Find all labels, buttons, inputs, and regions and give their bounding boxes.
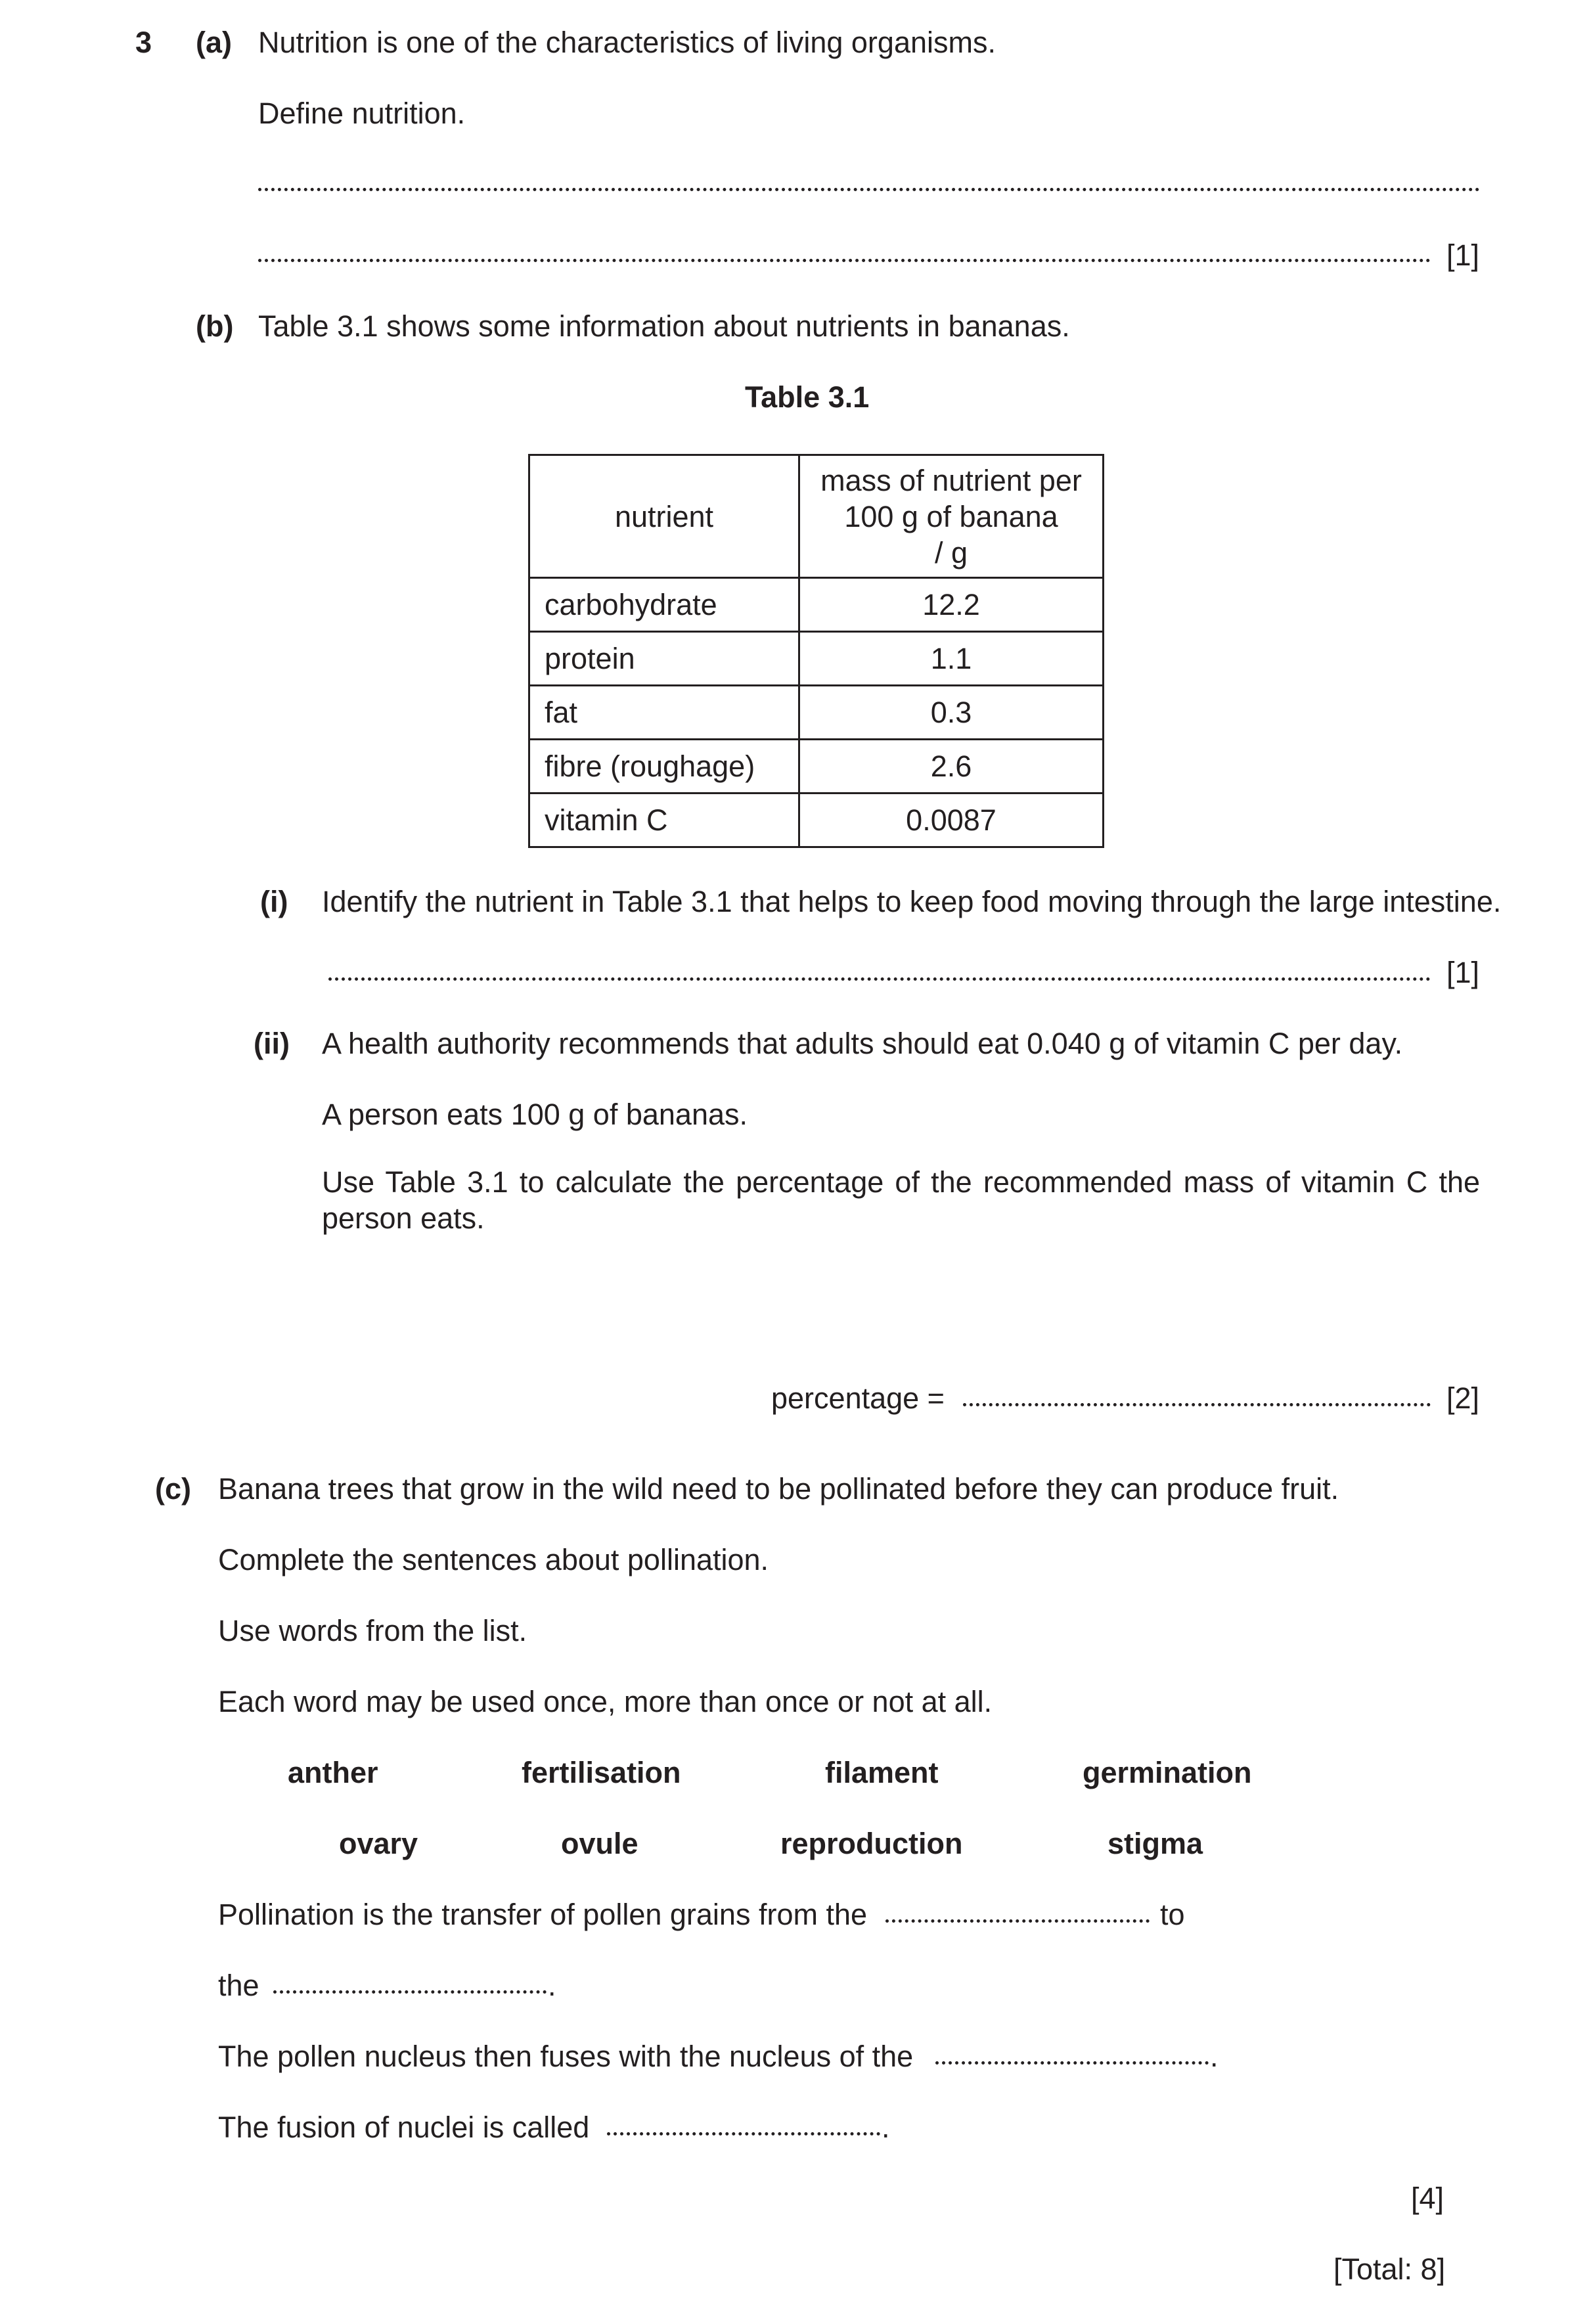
table-cell-mass: 2.6 [799, 740, 1104, 793]
table-title: Table 3.1 [745, 380, 870, 414]
part-b-label: (b) [196, 309, 234, 343]
word-filament: filament [825, 1756, 939, 1789]
blank-2[interactable] [273, 1990, 547, 1994]
full-stop-3: . [882, 2111, 890, 2144]
part-b-intro: Table 3.1 shows some information about nutrients in bananas. [258, 309, 1070, 343]
word-fertilisation: fertilisation [522, 1756, 681, 1789]
blank-4[interactable] [607, 2132, 880, 2135]
question-number: 3 [135, 26, 152, 59]
percentage-label: percentage = [771, 1381, 945, 1415]
sentence1-mid: to [1160, 1898, 1185, 1931]
full-stop-1: . [548, 1969, 556, 2002]
sub-i-text: Identify the nutrient in Table 3.1 that helps to keep food moving through the large intestine. [322, 885, 1502, 918]
word-ovule: ovule [561, 1827, 638, 1860]
sub-ii-text1: A health authority recommends that adults should eat 0.040 g of vitamin C per day. [322, 1027, 1403, 1060]
table-header-row [529, 455, 1104, 578]
table-cell-nutrient: fibre (roughage) [529, 740, 799, 793]
table-cell-mass: 1.1 [799, 632, 1104, 686]
part-c-instruction3: Each word may be used once, more than once or not at all. [218, 1685, 993, 1718]
part-a-answer-line-1[interactable] [258, 188, 1480, 191]
total-marks: [Total: 8] [1333, 2252, 1446, 2286]
sub-ii-label: (ii) [254, 1027, 290, 1060]
full-stop-2: . [1210, 2040, 1219, 2073]
sub-i-answer-line[interactable] [328, 977, 1431, 981]
part-a-label: (a) [196, 26, 232, 59]
sentence3: The fusion of nuclei is called [218, 2111, 590, 2144]
table-row [529, 793, 1104, 847]
table-row [529, 740, 1104, 793]
table-row [529, 686, 1104, 740]
word-reproduction: reproduction [780, 1827, 963, 1860]
header-mass [799, 455, 1104, 578]
sub-ii-text3: Use Table 3.1 to calculate the percentage of the recommended mass of vitamin C the person eats. [322, 1165, 1480, 1235]
sentence1-start: Pollination is the transfer of pollen grains from the [218, 1898, 868, 1931]
sub-ii-marks: [2] [1446, 1381, 1480, 1415]
blank-3[interactable] [935, 2061, 1209, 2065]
word-anther: anther [288, 1756, 378, 1789]
sentence1-cont: the [218, 1969, 259, 2002]
table-cell-nutrient: vitamin C [529, 793, 799, 847]
table-cell-mass: 12.2 [799, 578, 1104, 632]
sentence2: The pollen nucleus then fuses with the nucleus of the [218, 2040, 914, 2073]
header-mass-line1: mass of nutrient per [820, 463, 1082, 497]
word-ovary: ovary [339, 1827, 418, 1860]
table-cell-nutrient: protein [529, 632, 799, 686]
sub-ii-text2: A person eats 100 g of bananas. [322, 1098, 748, 1131]
part-c-intro: Banana trees that grow in the wild need to be pollinated before they can produce fruit. [218, 1472, 1339, 1506]
table-row [529, 578, 1104, 632]
table-cell-nutrient: fat [529, 686, 799, 740]
percentage-answer-line[interactable] [963, 1403, 1431, 1406]
table-row [529, 632, 1104, 686]
header-nutrient: nutrient [529, 455, 799, 578]
sub-i-marks: [1] [1446, 956, 1480, 989]
part-a-intro: Nutrition is one of the characteristics of living organisms. [258, 26, 996, 59]
part-c-instruction2: Use words from the list. [218, 1614, 527, 1647]
nutrient-table [528, 454, 1104, 848]
part-a-marks: [1] [1446, 238, 1480, 272]
sub-i-label: (i) [260, 885, 288, 918]
part-a-answer-line-2[interactable] [258, 259, 1431, 262]
part-c-instruction1: Complete the sentences about pollination. [218, 1543, 769, 1576]
table-cell-mass: 0.0087 [799, 793, 1104, 847]
header-mass-line2: 100 g of banana [844, 499, 1058, 533]
part-c-label: (c) [155, 1472, 191, 1506]
part-a-instruction: Define nutrition. [258, 97, 466, 130]
word-stigma: stigma [1108, 1827, 1203, 1860]
table-cell-mass: 0.3 [799, 686, 1104, 740]
blank-1[interactable] [885, 1919, 1150, 1923]
part-c-marks: [4] [1411, 2181, 1444, 2215]
header-mass-line3: / g [934, 535, 968, 570]
word-germination: germination [1083, 1756, 1252, 1789]
table-cell-nutrient: carbohydrate [529, 578, 799, 632]
